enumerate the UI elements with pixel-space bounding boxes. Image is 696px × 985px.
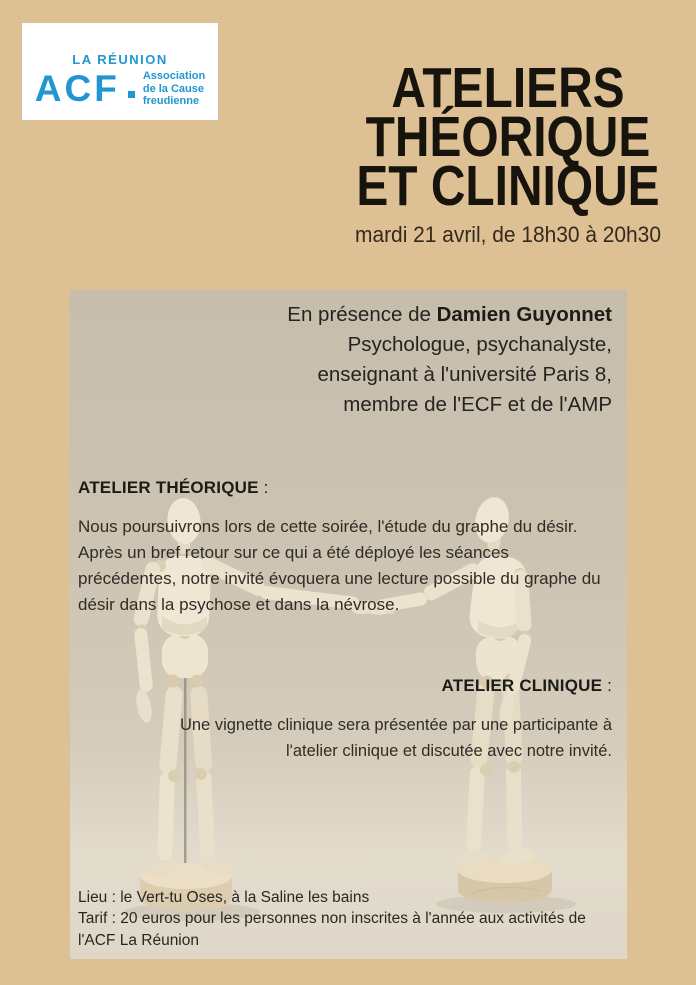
page-title-line-1: ATELIERS: [391, 56, 625, 120]
speaker-intro-line: [287, 300, 612, 330]
logo-org-name: [143, 70, 205, 108]
heading-colon: :: [258, 478, 269, 497]
atelier-clinique-heading: [442, 676, 612, 696]
speaker-prefix: En présence de: [287, 303, 437, 326]
speaker-title-line: membre de l'ECF et de l'AMP: [343, 393, 612, 416]
logo-org-line: freudienne: [142, 95, 200, 107]
header: [326, 56, 690, 248]
speaker-name: Damien Guyonnet: [436, 303, 612, 326]
logo-org-line: Association: [142, 70, 206, 82]
atelier-theorique-body: Nous poursuivrons lors de cette soirée, l'étude du graphe du désir. Après un bref retour sur ce qui a été déployé les séances précédentes, notre invité évoquera une lecture possible du graphe du désir dans la psychose et dans la névrose.: [78, 517, 601, 614]
atelier-theorique-heading-text: ATELIER THÉORIQUE: [78, 478, 259, 497]
logo-row: [22, 70, 218, 108]
page-title-line-2: THÉORIQUE: [365, 105, 651, 169]
price-line: Tarif : 20 euros pour les personnes non inscrites à l'année aux activités de l'ACF La Réunion: [78, 910, 586, 949]
acf-logo: [22, 23, 218, 120]
logo-org-line: de la Cause: [142, 82, 204, 95]
atelier-clinique-body: Une vignette clinique sera présentée par une participante à l'atelier clinique et discutée avec notre invité.: [179, 716, 612, 760]
atelier-theorique-heading: [78, 478, 269, 498]
speaker-title-line: Psychologue, psychanalyste,: [347, 333, 612, 356]
acf-acronym: ACF: [34, 68, 120, 110]
heading-colon: :: [602, 676, 612, 695]
speaker-block: [287, 300, 612, 420]
page-title-line-3: ET CLINIQUE: [356, 154, 660, 218]
footer-info: [78, 887, 626, 952]
venue-line: Lieu : le Vert-tu Oses, à la Saline les bains: [78, 888, 370, 906]
atelier-clinique-heading-text: ATELIER CLINIQUE: [441, 676, 603, 695]
photo-panel: [70, 290, 627, 959]
logo-square-dot-icon: [128, 91, 135, 98]
event-date: mardi 21 avril, de 18h30 à 20h30: [355, 222, 661, 247]
speaker-title-line: enseignant à l'université Paris 8,: [317, 363, 612, 386]
logo-region-label: LA RÉUNION: [72, 52, 168, 67]
